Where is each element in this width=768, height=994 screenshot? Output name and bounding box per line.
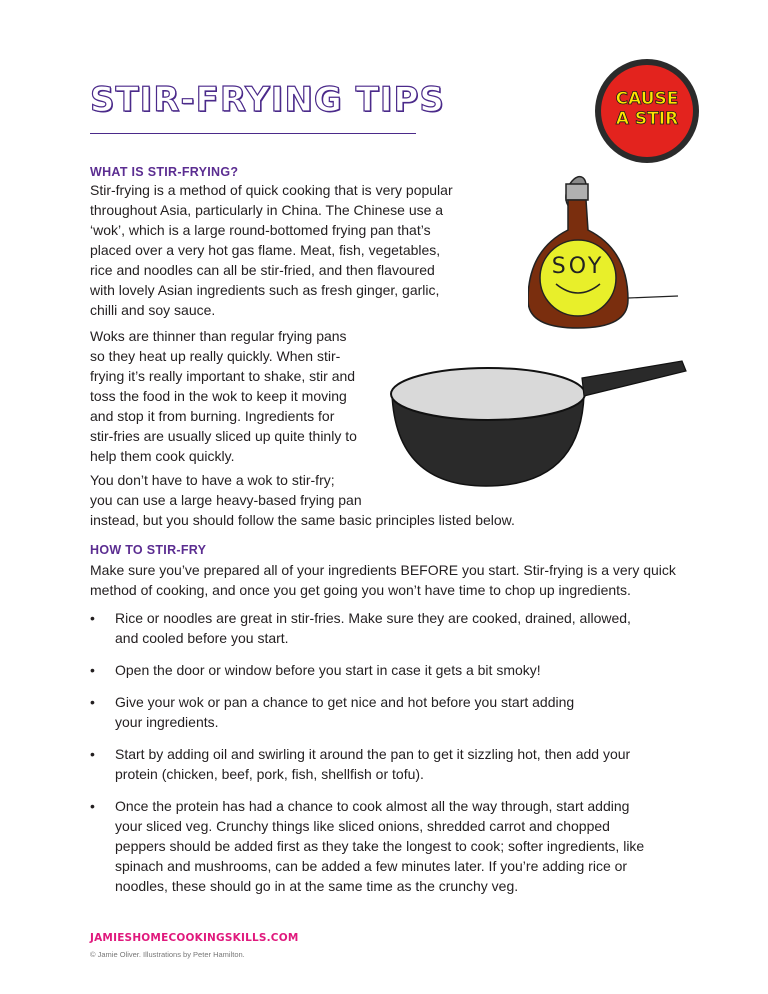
paragraph-intro: Stir-frying is a method of quick cooking that is very popular throughout Asia, particularly in China. The Chinese use a ‘wok’, which is a large round-bottomed frying pan that’s placed over a very hot gas flame. Meat, fish, vegetables, rice and noodles can all be stir-fried, and then flavoured with lovely Asian ingredients such as fresh ginger, garlic, chilli and soy sauce. [90, 182, 453, 318]
bullet-marker: • [90, 694, 95, 710]
paragraph-no-wok: You don’t have to have a wok to stir-fry; you can use a large heavy-based frying pan instead, but you should follow the same basic principles listed below. [90, 472, 515, 528]
bullet-marker: • [90, 662, 95, 678]
bullet-marker: • [90, 746, 95, 762]
list-item: • Rice or noodles are great in stir-fries. Make sure they are cooked, drained, allowed, and cooled before you start. [90, 610, 631, 646]
section-heading-how: HOW TO STIR-FRY [90, 543, 207, 557]
paragraph-woks: Woks are thinner than regular frying pans so they heat up really quickly. When stir- frying it’s really important to shake, stir and toss the food in the wok to keep it moving and stop it from burning. Ingredients for stir-fries are usually sliced up quite thinly to help them cook quickly. [90, 328, 357, 464]
page-title: STIR-FRYING TIPS [90, 80, 445, 120]
cause-a-stir-badge [594, 58, 700, 164]
list-item: • Open the door or window before you start in case it gets a bit smoky! [90, 662, 541, 678]
section-heading-what: WHAT IS STIR-FRYING? [90, 165, 239, 179]
bottle-label: SOY [551, 254, 605, 279]
soy-bottle-illustration [528, 160, 680, 335]
title-rule [90, 133, 416, 134]
bullet-marker: • [90, 610, 95, 626]
list-item: • Once the protein has had a chance to cook almost all the way through, start adding your sliced veg. Crunchy things like sliced onions, shredded carrot and chopped peppers should be added first as they take the longest to cook; softer ingredients, like spinach and mushrooms, can be added a few minutes later. If you’re adding rice or noodles, these should go in at the same time as the crunchy veg. [90, 798, 645, 894]
footer-site-link[interactable]: JAMIESHOMECOOKINGSKILLS.COM [90, 932, 299, 944]
footer-credit: © Jamie Oliver. Illustrations by Peter Hamilton. [90, 950, 245, 959]
list-item: • Start by adding oil and swirling it around the pan to get it sizzling hot, then add your protein (chicken, beef, pork, fish, shellfish or tofu). [90, 746, 631, 782]
badge-line2: A STIR [615, 109, 679, 129]
bullet-marker: • [90, 798, 95, 814]
list-item: • Give your wok or pan a chance to get nice and hot before you start adding your ingredients. [90, 694, 575, 730]
paragraph-prepare: Make sure you’ve prepared all of your ingredients BEFORE you start. Stir-frying is a very quick method of cooking, and once you get going you won’t have time to chop up ingredients. [90, 562, 676, 598]
tips-list [90, 608, 690, 908]
badge-line1: CAUSE [615, 89, 679, 109]
